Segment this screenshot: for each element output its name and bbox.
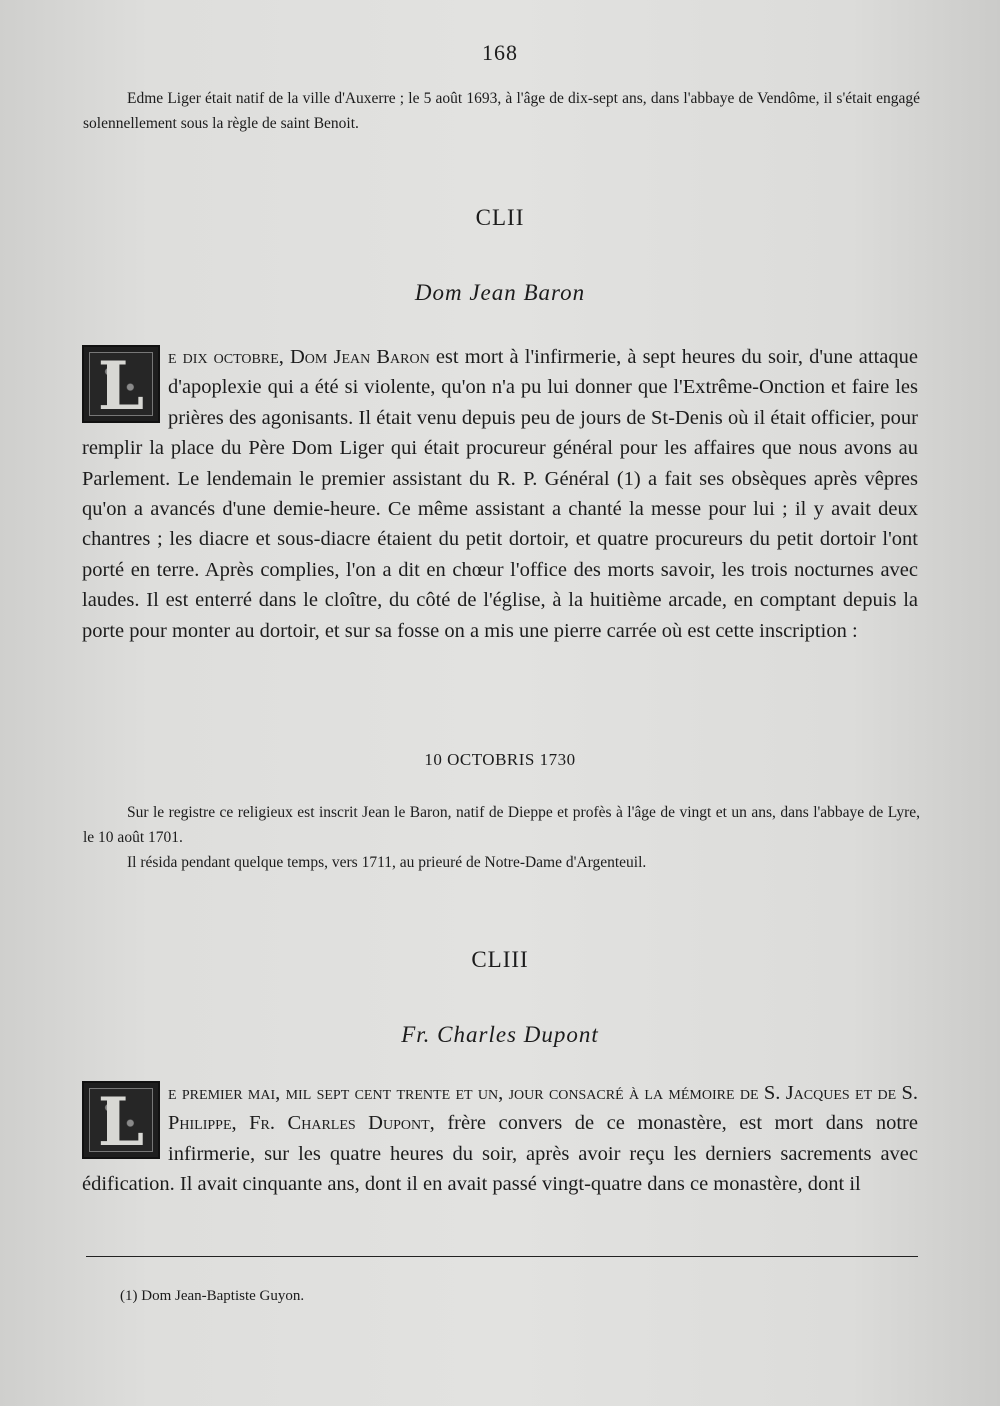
top-note-text: Edme Liger était natif de la ville d'Auxerre ; le 5 août 1693, à l'âge de dix-sept ans, dans l'abbaye de Vendôme, il s'était engagé solennellement sous la règle de saint Benoit. xyxy=(83,90,920,132)
entry-notes-clii xyxy=(83,800,920,875)
section-heading-cliii: CLIII xyxy=(471,947,529,972)
note-residence: Il résida pendant quelque temps, vers 1711, au prieuré de Notre-Dame d'Argenteuil. xyxy=(127,854,647,871)
paragraph-opening: e dix octobre, xyxy=(168,346,290,368)
entry-title-charles-dupont: Fr. Charles Dupont xyxy=(401,1022,599,1047)
drop-cap-letter: L xyxy=(97,347,145,423)
note-registry: Sur le registre ce religieux est inscrit Jean le Baron, natif de Dieppe et profès à l'âge de vingt et un ans, dans l'abbaye de Lyre, le 10 août 1701. xyxy=(83,804,920,846)
footnote-rule xyxy=(86,1256,918,1257)
footnote: (1) Dom Jean-Baptiste Guyon. xyxy=(120,1288,305,1304)
person-name: Dom Jean Baron xyxy=(290,346,430,368)
entry-body-clii xyxy=(82,342,918,646)
top-note xyxy=(83,86,920,136)
paragraph-text: , frère convers de ce monastère, est mort dans notre infirmerie, sur les quatre heures du soir, après avoir reçu les derniers sacrements avec édification. Il avait cinquante ans, dont il en avait passé vingt-quatre dans ce monastère, dont il xyxy=(82,1112,918,1196)
entry-title-dom-jean-baron: Dom Jean Baron xyxy=(414,280,586,305)
entry-paragraph xyxy=(82,342,918,646)
section-heading-clii: CLII xyxy=(475,205,525,230)
entry-paragraph xyxy=(82,1078,918,1200)
entry-body-cliii xyxy=(82,1078,918,1200)
paragraph-opening: e premier mai, mil sept cent trente et un, jour consacré à la mémoire de S. Jacques et de S. Philippe, Fr. xyxy=(168,1082,918,1135)
inscription-date: 10 OCTOBRIS 1730 xyxy=(424,750,576,769)
page-number: 168 xyxy=(482,40,518,65)
drop-cap-letter: L xyxy=(97,1083,145,1159)
drop-cap-ornament xyxy=(82,1081,160,1159)
paragraph-text: est mort à l'infirmerie, à sept heures du soir, d'une attaque d'apoplexie qui a été si violente, qu'on n'a pu lui donner que l'Extrême-Onction et faire les prières des agonisants. Il était venu depuis peu de jours de St-Denis où il était officier, pour remplir la place du Père Dom Liger qui était procureur général pour les affaires que nous avons au Parlement. Le lendemain le premier assistant du R. P. Général (1) a fait ses obsèques après vêpres qu'on a avancés d'une demie-heure. Ce même assistant a chanté la messe pour lui ; il y avait deux chantres ; les diacre et sous-diacre étaient du petit dortoir, et quatre procureurs du petit dortoir l'ont porté en terre. Après complies, l'on a dit en chœur l'office des morts savoir, les trois nocturnes avec laudes. Il est enterré dans le cloître, du côté de l'église, à la huitième arcade, en comptant depuis la porte pour monter au dortoir, et sur sa fosse on a mis une pierre carrée où est cette inscription : xyxy=(82,346,918,642)
person-name: Charles Dupont xyxy=(287,1112,430,1135)
drop-cap-ornament xyxy=(82,345,160,423)
